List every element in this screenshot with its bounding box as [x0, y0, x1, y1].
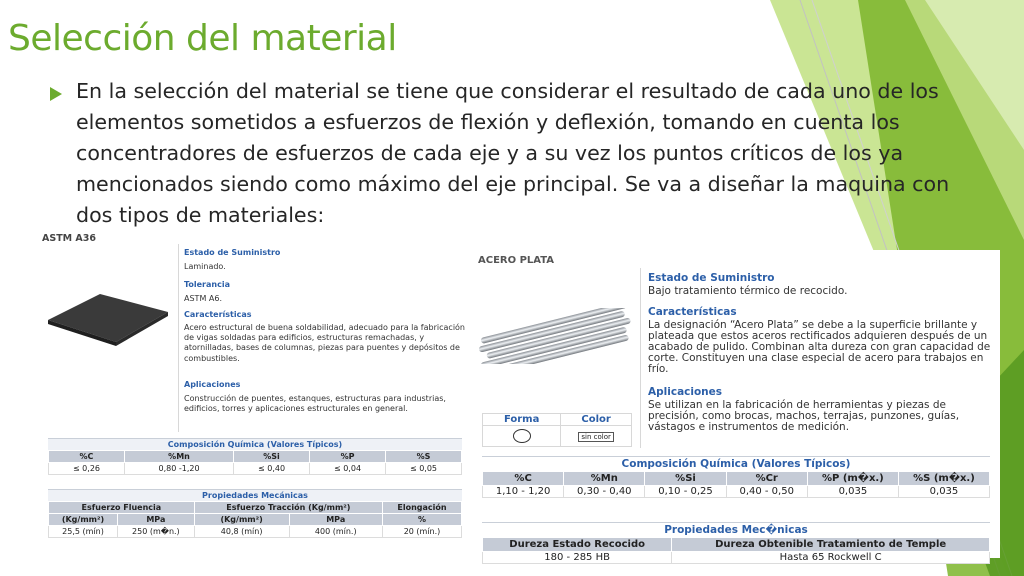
table-cell: ≤ 0,05 [385, 463, 461, 475]
plata-mechanical [482, 522, 990, 564]
plata-material-name: ACERO PLATA [478, 255, 555, 266]
astm-mechanical-table [48, 501, 462, 538]
table-header: %Mn [564, 472, 645, 486]
table-cell: 1,10 - 1,20 [483, 486, 564, 498]
plata-composition-table [482, 471, 990, 498]
table-header: Dureza Obtenible Tratamiento de Temple [672, 538, 990, 552]
table-header: %P [310, 451, 386, 463]
plata-supply-text: Bajo tratamiento térmico de recocido. [648, 285, 848, 297]
plata-mechanical-table [482, 537, 990, 564]
table-cell: 250 (m�n.) [117, 526, 194, 538]
plata-composition-title: Composición Química (Valores Típicos) [482, 456, 990, 471]
table-cell: Hasta 65 Rockwell C [672, 552, 990, 564]
table-cell: 0,40 - 0,50 [726, 486, 807, 498]
astm-tables [48, 438, 462, 538]
table-header: %Si [645, 472, 726, 486]
table-header: Color [561, 414, 632, 426]
table-cell: ≤ 0,40 [234, 463, 310, 475]
table-header: Esfuerzo Tracción (Kg/mm²) [194, 502, 382, 514]
plata-supply-heading: Estado de Suministro [648, 272, 775, 284]
astm-material-name: ASTM A36 [42, 233, 97, 244]
table-cell: 0,80 -1,20 [124, 463, 233, 475]
astm-tolerance-text: ASTM A6. [184, 294, 222, 303]
table-subheader: (Kg/mm²) [49, 514, 118, 526]
table-subheader: (Kg/mm²) [194, 514, 289, 526]
table-cell: ≤ 0,04 [310, 463, 386, 475]
steel-bars-image [476, 308, 634, 364]
table-cell: 0,30 - 0,40 [564, 486, 645, 498]
astm-characteristics-heading: Características [184, 310, 252, 319]
plata-applications-heading: Aplicaciones [648, 386, 723, 398]
shape-color-table [482, 413, 632, 447]
round-shape-icon [483, 426, 561, 447]
plata-mechanical-title: Propiedades Mec�nicas [482, 522, 990, 537]
steel-plate-image [44, 280, 172, 352]
table-header: %S [385, 451, 461, 463]
table-cell: 0,035 [807, 486, 898, 498]
table-header: %C [49, 451, 125, 463]
table-header: %P (m�x.) [807, 472, 898, 486]
astm-characteristics-text: Acero estructural de buena soldabilidad, adecuado para la fabricación de vigas soldadas para edificios, estructuras remachadas, y atornilladas, bases de columnas, piezas para puentes y depósitos de combustibles. [184, 323, 466, 363]
table-header: Forma [483, 414, 561, 426]
table-subheader: % [382, 514, 461, 526]
table-cell: ≤ 0,26 [49, 463, 125, 475]
astm-mechanical-title: Propiedades Mecánicas [48, 489, 462, 501]
slide-title: Selección del material [8, 18, 397, 59]
astm-divider [178, 244, 179, 432]
table-header: %S (m�x.) [898, 472, 989, 486]
astm-applications-text: Construcción de puentes, estanques, estructuras para industrias, edificios, torres y aplicaciones estructurales en general. [184, 394, 446, 414]
table-subheader: MPa [117, 514, 194, 526]
astm-composition-table [48, 450, 462, 475]
table-header: %C [483, 472, 564, 486]
plata-characteristics-text: La designación “Acero Plata” se debe a la superficie brillante y plateada que estos aceros rectificados adquieren después de un acabado de pulido. Combinan alta dureza con gran capacidad de corte. Constituyen una clase especial de acero para trabajos en frío. [648, 319, 991, 375]
table-cell: 0,035 [898, 486, 989, 498]
table-cell: 40,8 (mín) [194, 526, 289, 538]
plata-characteristics-heading: Características [648, 306, 737, 318]
table-cell: 20 (mín.) [382, 526, 461, 538]
astm-supply-text: Laminado. [184, 262, 226, 271]
triangle-bullet-icon [50, 87, 62, 101]
plata-divider [640, 268, 641, 448]
plata-composition [482, 456, 990, 498]
plata-applications-text: Se utilizan en la fabricación de herramientas y piezas de precisión, como brocas, machos, terrajas, punzones, guías, vástagos e instrumentos de medición. [648, 399, 960, 433]
table-header: Esfuerzo Fluencia [49, 502, 195, 514]
table-header: Elongación [382, 502, 461, 514]
astm-tolerance-heading: Tolerancia [184, 280, 230, 289]
table-cell: 0,10 - 0,25 [645, 486, 726, 498]
table-header: %Cr [726, 472, 807, 486]
table-cell [561, 426, 632, 447]
astm-a36-card [38, 230, 470, 546]
table-header: Dureza Estado Recocido [483, 538, 672, 552]
acero-plata-card [472, 250, 1000, 563]
astm-composition-title: Composición Química (Valores Típicos) [48, 438, 462, 450]
slide-body-text: En la selección del material se tiene que considerar el resultado de cada uno de los elementos sometidos a esfuerzos de flexión y deflexión, tomando en cuenta los concentradores de esfuerzos de cada eje y a su vez los puntos críticos de los ya mencionados siendo como máximo del eje principal. Se va a diseñar la maquina con dos tipos de materiales: [76, 79, 950, 227]
table-cell: 180 - 285 HB [483, 552, 672, 564]
table-header: %Si [234, 451, 310, 463]
table-subheader: MPa [289, 514, 382, 526]
table-cell: 25,5 (mín) [49, 526, 118, 538]
astm-supply-heading: Estado de Suministro [184, 248, 281, 257]
astm-applications-heading: Aplicaciones [184, 380, 241, 389]
table-cell: 400 (mín.) [289, 526, 382, 538]
table-header: %Mn [124, 451, 233, 463]
color-value: sin color [578, 432, 614, 442]
